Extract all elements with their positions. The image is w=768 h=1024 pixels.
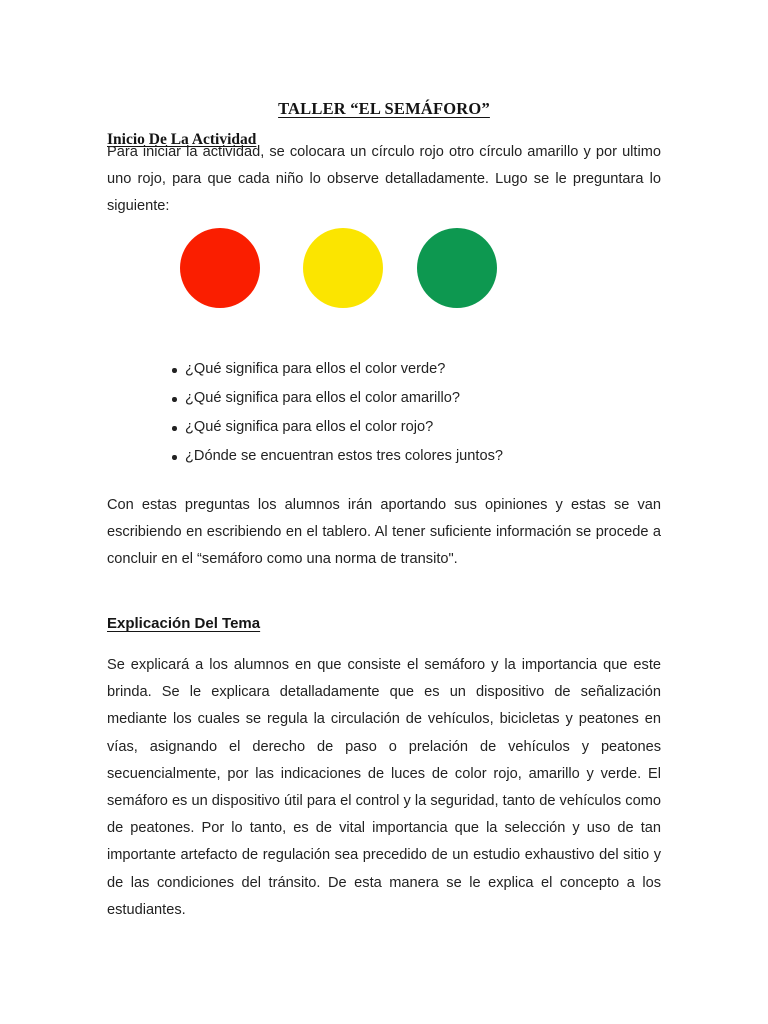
circle-yellow	[303, 228, 383, 308]
list-item: ¿Qué significa para ellos el color amarillo?	[107, 384, 661, 413]
page-title-text: TALLER “EL SEMÁFORO”	[278, 99, 490, 119]
heading-inicio-de-la-actividad-text: Inicio De La Actividad	[107, 130, 257, 148]
list-item: ¿Dónde se encuentran estos tres colores juntos?	[107, 442, 661, 471]
list-item: ¿Qué significa para ellos el color verde?	[107, 355, 661, 384]
paragraph-intro: Para iniciar la actividad, se colocara un círculo rojo otro círculo amarillo y por ultimo uno rojo, para que cada niño lo observe detalladamente. Lugo se le preguntara lo siguiente:	[107, 144, 661, 215]
paragraph-closing: Con estas preguntas los alumnos irán aportando sus opiniones y estas se van escribiendo en escribiendo en el tablero. Al tener suficiente información se procede a concluir en el “semáforo como una norma de transito".	[107, 497, 661, 568]
heading-explicacion-del-tema	[107, 615, 260, 632]
traffic-light-circles	[180, 228, 600, 308]
heading-explicacion-del-tema-text: Explicación Del Tema	[107, 615, 261, 633]
question-list	[107, 355, 661, 471]
page-title	[0, 99, 768, 119]
list-item: ¿Qué significa para ellos el color rojo?	[107, 413, 661, 442]
circle-green	[417, 228, 497, 308]
paragraph-explanation: Se explicará a los alumnos en que consiste el semáforo y la importancia que este brinda. Se le explicara detalladamente que es un dispositivo de señalización mediante los cuales se regula la circulación de vehículos, bicicletas y peatones en vías, asignando el derecho de paso o prelación de vehículos y peatones secuencialmente, por las indicaciones de luces de color rojo, amarillo y verde. El semáforo es un dispositivo útil para el control y la seguridad, tanto de vehículos como de peatones. Por lo tanto, es de vital importancia que la selección y uso de tan importante artefacto de regulación sea precedido de un estudio exhaustivo del sitio y de las condiciones del tránsito. De esta manera se le explica el concepto a los estudiantes.	[107, 657, 661, 918]
circle-red	[180, 228, 260, 308]
